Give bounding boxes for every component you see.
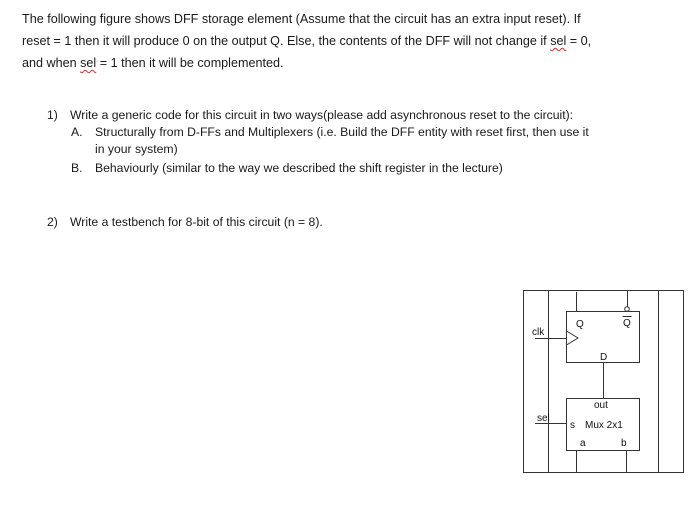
intro-line-1: The following figure shows DFF storage element (Assume that the circuit has an extra input reset). If — [22, 12, 581, 26]
question-1-text: Write a generic code for this circuit in two ways(please add asynchronous reset to the circuit): — [70, 108, 574, 122]
question-1a-text-line1: Structurally from D-FFs and Multiplexers (i.e. Build the DFF entity with reset first, then use it — [95, 125, 589, 139]
mux-input-b-label: b — [621, 438, 627, 449]
d-label: D — [600, 352, 608, 363]
mux-out-label: out — [594, 400, 608, 411]
spellcheck-word-sel: sel — [550, 34, 567, 48]
q-label: Q — [576, 319, 584, 330]
qbar-label: Q — [623, 318, 631, 329]
clk-label: clk — [532, 327, 545, 338]
intro-line-3-start: and when — [22, 56, 81, 70]
question-1b-label: B. — [71, 161, 83, 175]
intro-line-2-end: = 0, — [566, 34, 592, 48]
question-2-text: Write a testbench for 8-bit of this circuit (n = 8). — [70, 215, 323, 229]
mux-select-s-label: s — [570, 420, 575, 431]
qbar-bubble — [625, 307, 630, 312]
question-1a-text-line2: in your system) — [95, 142, 178, 156]
question-1-number: 1) — [47, 108, 58, 122]
question-1a-label: A. — [71, 125, 83, 139]
question-1b-text: Behaviourly (similar to the way we described the shift register in the lecture) — [95, 161, 503, 175]
intro-line-3-end: = 1 then it will be complemented. — [96, 56, 284, 70]
question-2-number: 2) — [47, 215, 58, 229]
sel-label: sel — [537, 413, 550, 424]
spellcheck-word-sel: sel — [80, 56, 97, 70]
mux-input-a-label: a — [580, 438, 586, 449]
intro-line-2-start: reset = 1 then it will produce 0 on the output Q. Else, the contents of the DFF will not change if — [22, 34, 551, 48]
clock-triangle — [567, 331, 579, 345]
mux-label: Mux 2x1 — [585, 420, 623, 431]
